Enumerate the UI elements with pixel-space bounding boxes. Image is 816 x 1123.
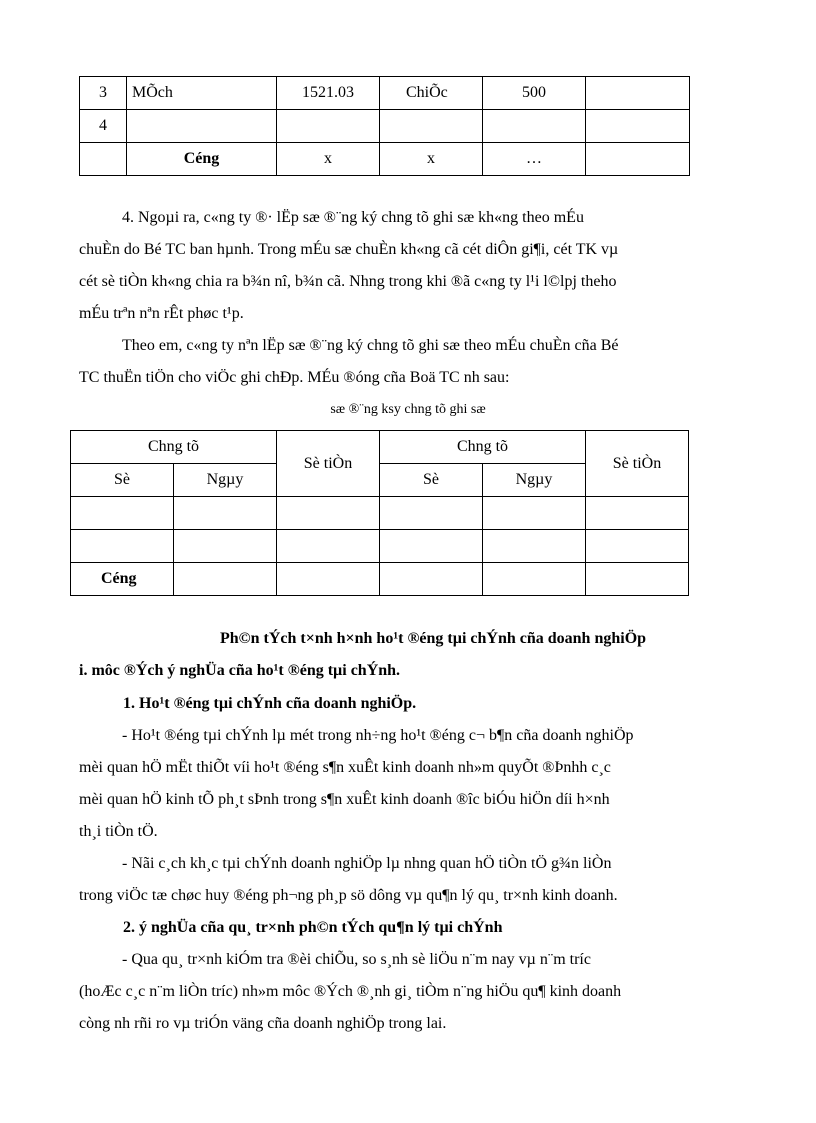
table-cell <box>586 530 689 563</box>
table-cell: 1521.03 <box>277 77 380 110</box>
table-cell: MÕch <box>127 77 277 110</box>
text-line: TC thuËn tiÖn cho viÖc ghi chÐp. MÉu ®óng cña Boä TC nh sau: <box>79 369 510 386</box>
table-cell: 4 <box>80 110 127 143</box>
text-line: - Ho¹t ®éng tµi chÝnh lµ mét trong nh÷ng ho¹t ®éng c¬ b¶n cña doanh nghiÖp <box>122 727 634 744</box>
table-row <box>71 497 689 530</box>
table-row <box>71 530 689 563</box>
table-row <box>80 143 690 176</box>
table-row <box>80 77 690 110</box>
table-cell <box>80 143 127 176</box>
total-label: Céng <box>127 143 277 176</box>
text-line: 4. Ngoµi ra, c«ng ty ®· lËp sæ ®¨ng ký chng tõ ghi sæ kh«ng theo mÉu <box>122 209 584 226</box>
text-line: còng nh rñi ro vµ triÓn väng cña doanh nghiÖp trong lai. <box>79 1015 447 1032</box>
text-line: th¸i tiÒn tÖ. <box>79 823 158 840</box>
column-group-header: Chng tõ <box>71 431 277 464</box>
table-cell <box>483 563 586 596</box>
table-cell <box>277 563 380 596</box>
text-line: - Qua qu¸ tr×nh kiÓm tra ®èi chiÕu, so s¸nh sè liÖu n¨m nay vµ n¨m tríc <box>122 951 591 968</box>
column-header: Ngµy <box>483 464 586 497</box>
table-cell <box>380 110 483 143</box>
paragraph <box>79 720 738 848</box>
table-cell <box>71 530 174 563</box>
table-cell <box>586 110 690 143</box>
table-cell <box>174 563 277 596</box>
table-cell: x <box>277 143 380 176</box>
text-line: mÉu trªn nªn rÊt phøc t¹p. <box>79 305 244 322</box>
table-cell: … <box>483 143 586 176</box>
table-cell <box>380 497 483 530</box>
column-header: Sè <box>380 464 483 497</box>
table-cell: ChiÕc <box>380 77 483 110</box>
text-line: chuÈn do Bé TC ban hµnh. Trong mÉu sæ chuÈn kh«ng cã cét diÔn gi¶i, cét TK vµ <box>79 241 619 258</box>
section-heading: i. môc ®Ých ý nghÜa cña ho¹t ®éng tµi chÝnh. <box>79 662 401 679</box>
table-cell <box>586 143 690 176</box>
table-row <box>71 563 689 596</box>
section-title: Ph©n tÝch t×nh h×nh ho¹t ®éng tµi chÝnh cña doanh nghiÖp <box>219 630 647 647</box>
text-line: (hoÆc c¸c n¨m liÒn tríc) nh»m môc ®Ých ®¸nh gi¸ tiÒm n¨ng hiÖu qu¶ kinh doanh <box>79 983 622 1000</box>
column-group-header: Chng tõ <box>380 431 586 464</box>
table-cell: 3 <box>80 77 127 110</box>
table-cell <box>277 497 380 530</box>
table-cell <box>586 563 689 596</box>
table-cell <box>483 530 586 563</box>
column-header: Sè <box>71 464 174 497</box>
paragraph <box>79 944 738 1040</box>
table-cell: x <box>380 143 483 176</box>
subsection-heading: 2. ý nghÜa cña qu¸ tr×nh ph©n tÝch qu¶n lý tµi chÝnh <box>123 919 503 936</box>
text-line: Theo em, c«ng ty nªn lËp sæ ®¨ng ký chng tõ ghi sæ theo mÉu chuÈn cña Bé <box>122 337 619 354</box>
table-cell <box>380 563 483 596</box>
column-header: Sè tiÒn <box>586 431 689 497</box>
table-cell: 500 <box>483 77 586 110</box>
table-cell <box>586 497 689 530</box>
materials-table <box>79 76 690 176</box>
table-cell <box>277 110 380 143</box>
table-row <box>80 110 690 143</box>
table-cell <box>277 530 380 563</box>
table-cell <box>174 530 277 563</box>
text-line: - Nãi c¸ch kh¸c tµi chÝnh doanh nghiÖp lµ nhng quan hÖ tiÒn tÖ g¾n liÒn <box>122 855 612 872</box>
table-cell <box>71 497 174 530</box>
text-line: mèi quan hÖ mËt thiÕt víi ho¹t ®éng s¶n xuÊt kinh doanh nh»m quyÕt ®Þnhh c¸c <box>79 759 611 776</box>
table-caption: sæ ®¨ng ksy chng tõ ghi sæ <box>330 402 486 417</box>
column-header: Ngµy <box>174 464 277 497</box>
total-label: Céng <box>71 563 174 596</box>
column-header: Sè tiÒn <box>277 431 380 497</box>
subsection-heading: 1. Ho¹t ®éng tµi chÝnh cña doanh nghiÖp. <box>123 695 417 712</box>
table-cell <box>483 497 586 530</box>
table-cell <box>586 77 690 110</box>
table-cell <box>483 110 586 143</box>
register-table <box>70 430 689 596</box>
text-line: cét sè tiÒn kh«ng chia ra b¾n nî, b¾n cã. Nhng trong khi ®ã c«ng ty l¹i l©lpj theho <box>79 273 617 290</box>
table-cell <box>174 497 277 530</box>
paragraph <box>79 848 738 912</box>
text-line: trong viÖc tæ chøc huy ®éng ph¬ng ph¸p sö dông vµ qu¶n lý qu¸ tr×nh kinh doanh. <box>79 887 618 904</box>
paragraph <box>79 202 738 330</box>
text-line: mèi quan hÖ kinh tÕ ph¸t sÞnh trong s¶n xuÊt kinh doanh ®îc biÓu hiÖn díi h×nh <box>79 791 610 808</box>
table-header-row <box>71 431 689 464</box>
table-cell <box>127 110 277 143</box>
table-cell <box>380 530 483 563</box>
paragraph <box>79 330 738 394</box>
